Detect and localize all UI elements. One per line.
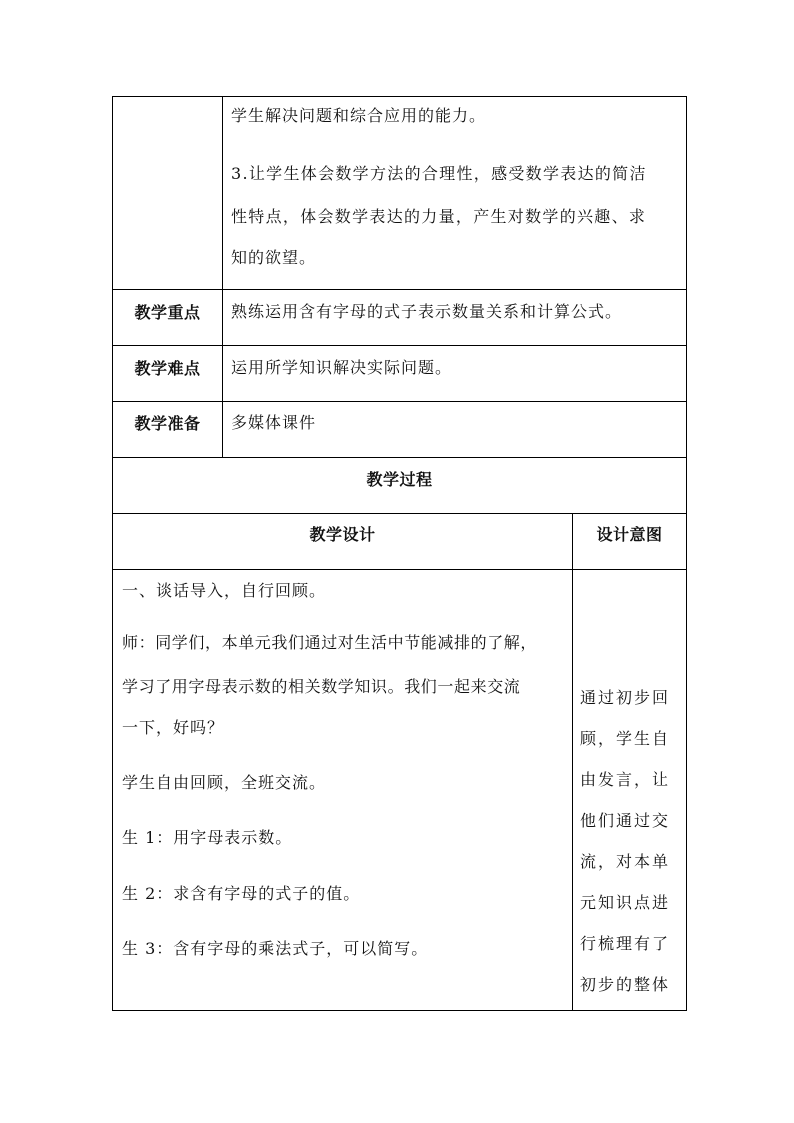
design-line: 学习了用字母表示数的相关数学知识。我们一起来交流 — [122, 677, 521, 696]
difficulties-label: 教学难点 — [134, 359, 201, 378]
intent-line: 初步的整体 — [580, 975, 671, 994]
difficulties-value: 运用所学知识解决实际问题。 — [231, 358, 453, 377]
table-border-left — [112, 96, 113, 1011]
preparation-label: 教学准备 — [134, 414, 201, 433]
design-line: 生 3：含有字母的乘法式子，可以简写。 — [122, 939, 429, 958]
intent-line: 元知识点进 — [580, 893, 671, 912]
design-line: 学生自由回顾，全班交流。 — [122, 773, 327, 792]
objective-text-line: 3.让学生体会数学方法的合理性，感受数学表达的简洁 — [231, 164, 647, 183]
objective-text-line: 性特点，体会数学表达的力量，产生对数学的兴趣、求 — [231, 207, 647, 226]
intent-line: 由发言，让 — [580, 770, 671, 789]
intent-line: 顾，学生自 — [580, 729, 671, 748]
row-divider — [112, 401, 687, 402]
intent-header: 设计意图 — [596, 525, 663, 544]
row-divider — [112, 457, 687, 458]
intent-line: 他们通过交 — [580, 811, 671, 830]
row-divider — [112, 513, 687, 514]
intent-column-divider — [572, 513, 573, 1010]
row-divider — [112, 289, 687, 290]
design-line: 生 1：用字母表示数。 — [122, 828, 293, 847]
design-header: 教学设计 — [309, 525, 376, 544]
preparation-value: 多媒体课件 — [231, 413, 317, 432]
key-points-label: 教学重点 — [134, 303, 201, 322]
label-column-divider — [222, 96, 223, 457]
key-points-value: 熟练运用含有字母的式子表示数量关系和计算公式。 — [231, 302, 623, 321]
table-border-right — [686, 96, 687, 1011]
intent-line: 通过初步回 — [580, 688, 671, 707]
row-divider — [112, 345, 687, 346]
objective-text-line: 学生解决问题和综合应用的能力。 — [231, 106, 487, 125]
process-title: 教学过程 — [366, 470, 433, 489]
row-divider — [112, 569, 687, 570]
table-border-top — [112, 96, 687, 97]
design-line: 师：同学们，本单元我们通过对生活中节能减排的了解， — [122, 633, 538, 652]
intent-line: 流，对本单 — [580, 852, 671, 871]
intent-line: 行梳理有了 — [580, 934, 671, 953]
design-line: 生 2：求含有字母的式子的值。 — [122, 884, 361, 903]
design-line: 一、谈话导入，自行回顾。 — [122, 581, 327, 600]
objective-text-line: 知的欲望。 — [231, 248, 317, 267]
table-border-bottom — [112, 1010, 687, 1011]
design-line: 一下，好吗？ — [122, 718, 225, 737]
